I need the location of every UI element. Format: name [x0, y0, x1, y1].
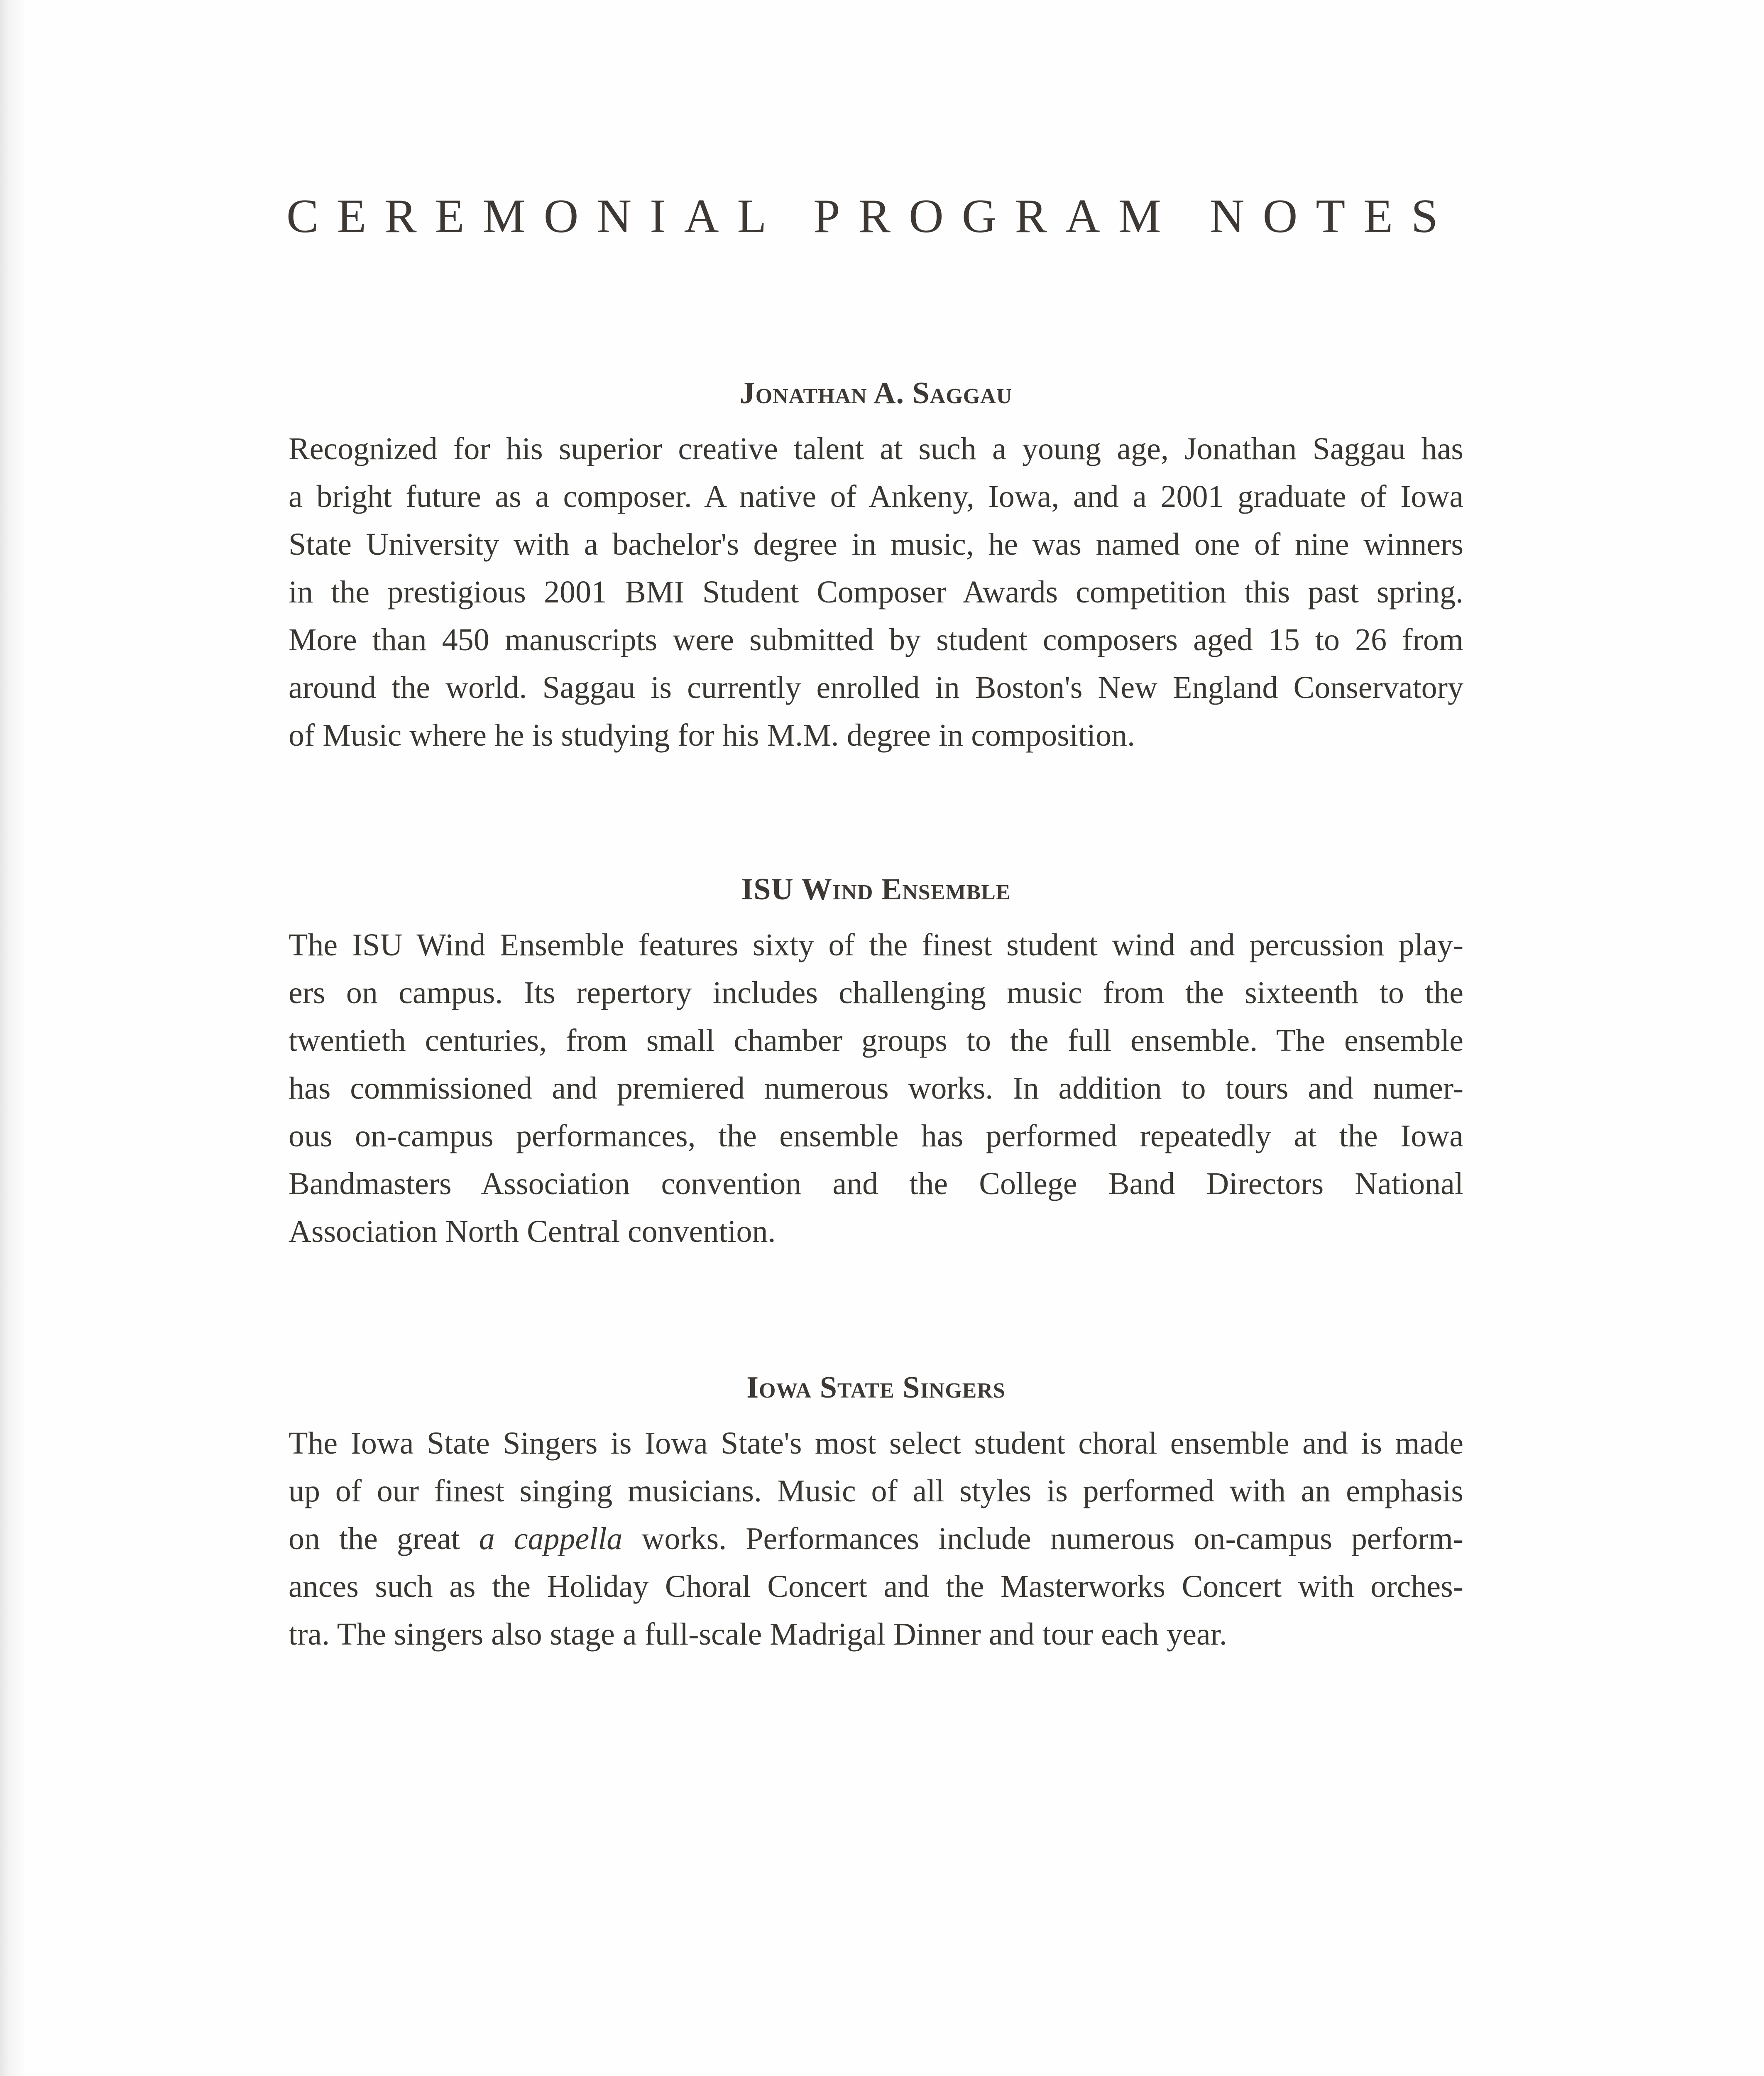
- body-line: State University with a bachelor's degree in music, he was named one of nine winners: [289, 527, 1463, 562]
- body-line: The ISU Wind Ensemble features sixty of the finest student wind and percussion play-: [289, 928, 1463, 962]
- body-line: tra. The singers also stage a full-scale Madrigal Dinner and tour each year.: [289, 1617, 1227, 1652]
- body-line: around the world. Saggau is currently enrolled in Boston's New England Conservatory: [289, 670, 1463, 705]
- body-text: works. Performances include numerous on-campus perform-: [641, 1521, 1463, 1556]
- section-body: [289, 921, 1463, 1256]
- body-line: of Music where he is studying for his M.M. degree in composition.: [289, 718, 1135, 753]
- section-heading: ISU Wind Ensemble: [741, 872, 1011, 906]
- page-title: CEREMONIAL PROGRAM NOTES: [286, 190, 1456, 243]
- body-line: More than 450 manuscripts were submitted by student composers aged 15 to 26 from: [289, 622, 1463, 657]
- section-body: [289, 425, 1463, 759]
- body-line: Bandmasters Association convention and the College Band Directors National: [289, 1166, 1463, 1201]
- section-heading: Jonathan A. Saggau: [739, 376, 1013, 410]
- section-heading: Iowa State Singers: [746, 1371, 1006, 1405]
- body-line: twentieth centuries, from small chamber groups to the full ensemble. The ensemble: [289, 1023, 1463, 1058]
- body-line: has commissioned and premiered numerous works. In addition to tours and numer-: [289, 1071, 1463, 1106]
- section-jonathan-saggau: [289, 376, 1463, 759]
- section-body: [289, 1420, 1463, 1658]
- section-isu-wind-ensemble: [289, 872, 1463, 1256]
- body-line: The Iowa State Singers is Iowa State's most select student choral ensemble and is made: [289, 1426, 1463, 1461]
- body-line: Recognized for his superior creative talent at such a young age, Jonathan Saggau has: [289, 431, 1463, 466]
- italic-term: a cappella: [479, 1521, 623, 1556]
- body-line: ous on-campus performances, the ensemble has performed repeatedly at the Iowa: [289, 1119, 1463, 1153]
- body-line: ers on campus. Its repertory includes challenging music from the sixteenth to the: [289, 975, 1463, 1010]
- body-line: in the prestigious 2001 BMI Student Composer Awards competition this past spring.: [289, 575, 1463, 610]
- body-text: on the great: [289, 1521, 460, 1556]
- body-line: up of our finest singing musicians. Music of all styles is performed with an emphasis: [289, 1474, 1463, 1508]
- body-line: a bright future as a composer. A native of Ankeny, Iowa, and a 2001 graduate of Iowa: [289, 479, 1463, 514]
- section-iowa-state-singers: [289, 1370, 1463, 1658]
- body-line-with-italic: [289, 1515, 1463, 1563]
- body-line: Association North Central convention.: [289, 1214, 776, 1249]
- body-line: ances such as the Holiday Choral Concert and the Masterworks Concert with orches-: [289, 1569, 1463, 1604]
- page-edge-shadow: [0, 0, 25, 2076]
